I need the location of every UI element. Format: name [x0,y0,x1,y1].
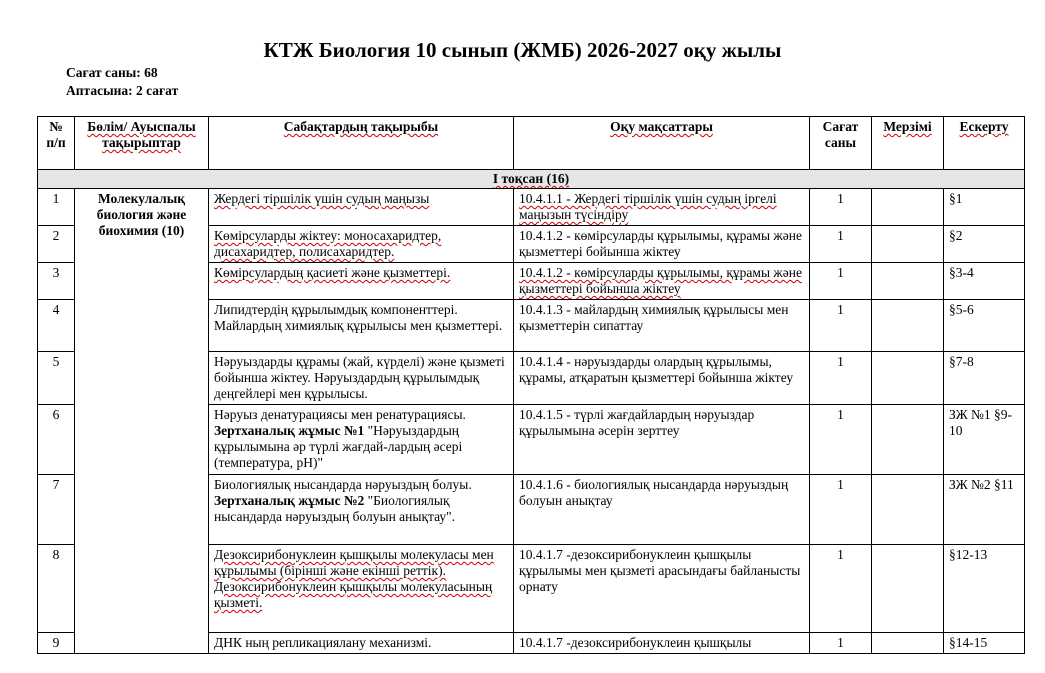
section-name: Молекулалық биология және биохимия (10) [75,189,209,654]
row-hours: 1 [810,545,872,633]
row-note: §2 [944,226,1025,263]
row-hours: 1 [810,226,872,263]
header-hours: Сағат саны [810,117,872,170]
row-note: §1 [944,189,1025,226]
row-num: 9 [38,633,75,654]
document-title: КТЖ Биология 10 сынып (ЖМБ) 2026-2027 оқу жылы [263,38,782,62]
row-topic: ДНК ның репликациялану механизмі. [209,633,514,654]
header-num: № п/п [38,117,75,170]
row-date [872,263,944,300]
row-note: ЗЖ №2 §11 [944,475,1025,545]
row-date [872,352,944,405]
header-goals: Оқу мақсаттары [514,117,810,170]
hours-total: Сағат саны: 68 [66,65,158,80]
row-note: §7-8 [944,352,1025,405]
row-num: 3 [38,263,75,300]
row-num: 6 [38,405,75,475]
hours-weekly: Аптасына: 2 сағат [66,83,179,98]
row-goal: 10.4.1.1 - Жердегі тіршілік үшін судың іргелі маңызын түсіндіру [514,189,810,226]
row-hours: 1 [810,263,872,300]
table-header-row [38,117,1025,170]
row-date [872,475,944,545]
row-hours: 1 [810,475,872,545]
row-goal: 10.4.1.7 -дезоксирибонуклеин қышқылы құрылымы мен қызметі арасындағы байланысты орнату [514,545,810,633]
row-date [872,300,944,352]
row-note: ЗЖ №1 §9-10 [944,405,1025,475]
row-hours: 1 [810,352,872,405]
row-date [872,545,944,633]
table-row [38,189,1025,226]
plan-table [37,116,1025,654]
row-num: 8 [38,545,75,633]
row-note: §12-13 [944,545,1025,633]
row-note: §14-15 [944,633,1025,654]
row-goal: 10.4.1.3 - майлардың химиялық құрылысы мен қызметтерін сипаттау [514,300,810,352]
row-topic: Дезоксирибонуклеин қышқылы молекуласы мен құрылымы (бірінші және екінші реттік). Дезоксирибонуклеин қышқылы молекуласының қызметі. [209,545,514,633]
row-topic: Көмірсулардың қасиеті және қызметтері. [209,263,514,300]
row-num: 7 [38,475,75,545]
row-date [872,226,944,263]
row-topic: Нәруыз денатурациясы мен ренатурациясы. Зертханалық жұмыс №1 "Нәруыздардың құрылымына әр түрлі жағдай-лардың әсері (температура, pH)" [209,405,514,475]
row-num: 4 [38,300,75,352]
row-date [872,405,944,475]
row-topic: Нәруыздарды құрамы (жай, күрделі) және қызметі бойынша жіктеу. Нәруыздардың құрылымдық деңгейлері мен құрылысы. [209,352,514,405]
header-topic: Сабақтардың тақырыбы [209,117,514,170]
row-goal: 10.4.1.4 - нәруыздарды олардың құрылымы, құрамы, атқаратын қызметтері бойынша жіктеу [514,352,810,405]
row-hours: 1 [810,633,872,654]
row-hours: 1 [810,189,872,226]
row-topic: Көмірсуларды жіктеу: моносахаридтер, дисахаридтер, полисахаридтер. [209,226,514,263]
row-goal: 10.4.1.2 - көмірсуларды құрылымы, құрамы және қызметтері бойынша жіктеу [514,226,810,263]
row-topic: Жердегі тіршілік үшін судың маңызы [209,189,514,226]
row-topic: Липидтердің құрылымдық компоненттері. Майлардың химиялық құрылысы мен қызметтері. [209,300,514,352]
row-date [872,633,944,654]
row-note: §3-4 [944,263,1025,300]
row-goal: 10.4.1.7 -дезоксирибонуклеин қышқылы [514,633,810,654]
row-note: §5-6 [944,300,1025,352]
header-section: Бөлім/ Ауыспалы тақырыптар [75,117,209,170]
quarter-row [38,170,1025,189]
row-goal: 10.4.1.6 - биологиялық нысандарда нәруыздың болуын анықтау [514,475,810,545]
header-date: Мерзімі [872,117,944,170]
row-goal: 10.4.1.5 - түрлі жағдайлардың нәруыздар құрылымына әсерін зерттеу [514,405,810,475]
row-date [872,189,944,226]
row-num: 5 [38,352,75,405]
row-num: 1 [38,189,75,226]
header-note: Ескерту [944,117,1025,170]
row-topic: Биологиялық нысандарда нәруыздың болуы. Зертханалық жұмыс №2 "Биологиялық нысандарда нәруыздың болуын анықтау". [209,475,514,545]
row-goal: 10.4.1.2 - көмірсуларды құрылымы, құрамы және қызметтері бойынша жіктеу [514,263,810,300]
quarter-label: I тоқсан (16) [38,170,1025,189]
row-num: 2 [38,226,75,263]
row-hours: 1 [810,300,872,352]
row-hours: 1 [810,405,872,475]
